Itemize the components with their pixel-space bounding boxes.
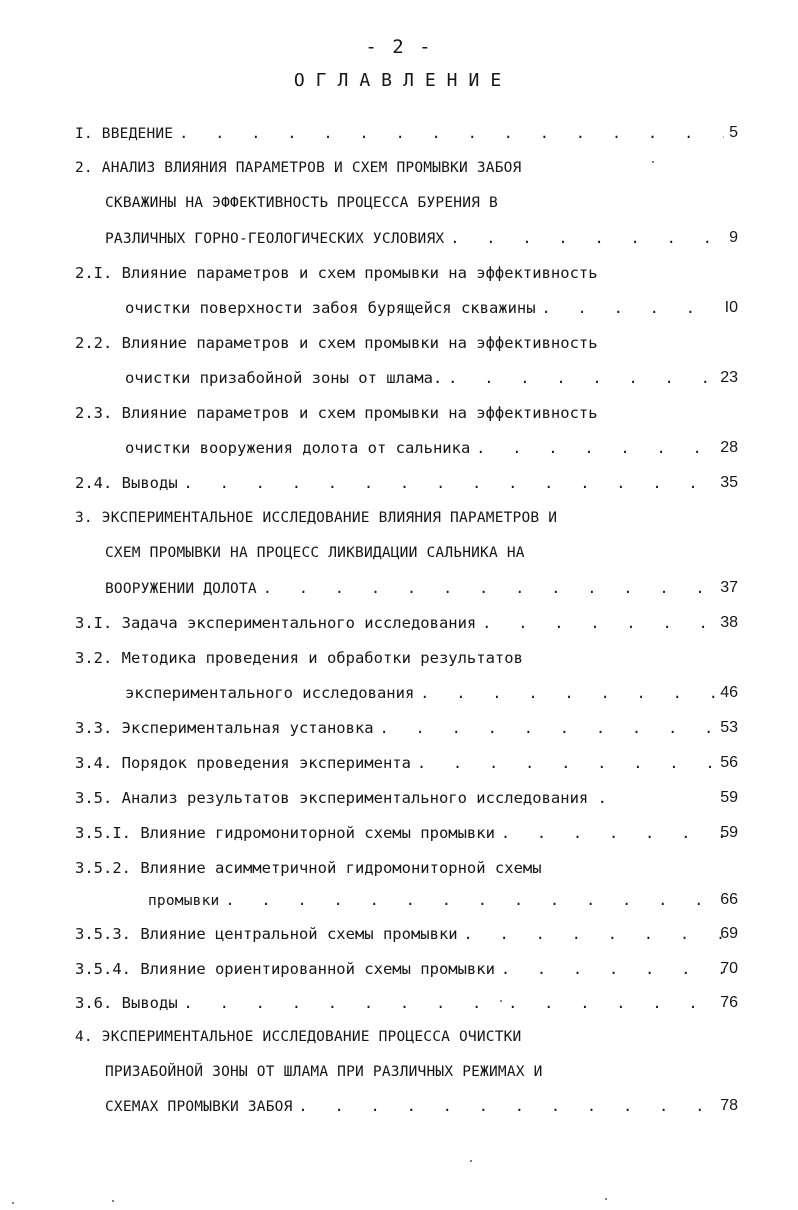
- leader-dots: [420, 681, 724, 705]
- toc-entry-text: СХЕМАХ ПРОМЫВКИ ЗАБОЯ: [105, 1099, 293, 1115]
- toc-page-number: 5: [729, 124, 738, 141]
- leader-dots: [299, 1094, 724, 1118]
- leader-dots: [464, 922, 724, 946]
- toc-entry-3-5-2-line-2: [148, 888, 738, 912]
- leader-dots: [263, 576, 724, 600]
- toc-page-number: 53: [720, 719, 738, 736]
- toc-page-number: 38: [720, 614, 738, 631]
- toc-entry-2-line-1: 2. АНАЛИЗ ВЛИЯНИЯ ПАРАМЕТРОВ И СХЕМ ПРОМЫВКИ ЗАБОЯ: [75, 160, 522, 176]
- leader-dots: [450, 226, 724, 250]
- leader-dots: [448, 366, 724, 390]
- toc-entry-text: 3.3. Экспериментальная установка: [75, 719, 374, 737]
- toc-page-number: 28: [720, 439, 738, 456]
- toc-entry-text: 3.5.I. Влияние гидромониторной схемы промывки: [75, 824, 495, 842]
- scan-speck: [470, 1160, 472, 1162]
- toc-entry-3-5-3: [75, 922, 738, 946]
- toc-entry-3-5: 3.5. Анализ результатов экспериментального исследования .: [75, 789, 607, 807]
- toc-page-number: 9: [729, 229, 738, 246]
- toc-page-number: 59: [720, 824, 738, 841]
- toc-entry-3-4: [75, 751, 738, 775]
- toc-entry-text: экспериментального исследования: [125, 684, 415, 702]
- toc-page-number: 66: [720, 891, 738, 908]
- scan-speck: [605, 1198, 607, 1200]
- toc-entry-text: очистки призабойной зоны от шлама.: [125, 369, 443, 387]
- toc-entry-3-2-line-1: 3.2. Методика проведения и обработки результатов: [75, 649, 523, 667]
- toc-entry-text: 3.6. Выводы: [75, 994, 178, 1012]
- toc-page-number: 56: [720, 754, 738, 771]
- toc-entry-2-1-line-2: [125, 296, 738, 320]
- toc-entry-text: 2.4. Выводы: [75, 474, 178, 492]
- toc-page-number: 46: [720, 684, 738, 701]
- toc-entry-text: 3.4. Порядок проведения эксперимента: [75, 754, 411, 772]
- toc-page-number: 37: [720, 579, 738, 596]
- toc-entry-2-3-line-1: 2.3. Влияние параметров и схем промывки на эффективность: [75, 404, 598, 422]
- scan-speck: [652, 161, 654, 163]
- toc-entry-3-line-2: СХЕМ ПРОМЫВКИ НА ПРОЦЕСС ЛИКВИДАЦИИ САЛЬНИКА НА: [105, 545, 525, 561]
- scan-speck: [500, 1000, 502, 1002]
- toc-page-number: 23: [720, 369, 738, 386]
- toc-page-number: 76: [720, 994, 738, 1011]
- toc-entry-4-line-2: ПРИЗАБОЙНОЙ ЗОНЫ ОТ ШЛАМА ПРИ РАЗЛИЧНЫХ РЕЖИМАХ И: [105, 1064, 543, 1080]
- leader-dots: [184, 471, 724, 495]
- toc-entry-2-line-2: СКВАЖИНЫ НА ЭФФЕКТИВНОСТЬ ПРОЦЕССА БУРЕНИЯ В: [105, 195, 498, 211]
- toc-entry-text: очистки вооружения долота от сальника: [125, 439, 471, 457]
- toc-entry-text: ВООРУЖЕНИИ ДОЛОТА: [105, 581, 257, 597]
- toc-entry-text: РАЗЛИЧНЫХ ГОРНО-ГЕОЛОГИЧЕСКИХ УСЛОВИЯХ: [105, 231, 445, 247]
- toc-entry-4-line-1: 4. ЭКСПЕРИМЕНТАЛЬНОЕ ИССЛЕДОВАНИЕ ПРОЦЕССА ОЧИСТКИ: [75, 1029, 522, 1045]
- toc-page-number: 69: [720, 925, 738, 942]
- toc-entry-2-2-line-1: 2.2. Влияние параметров и схем промывки на эффективность: [75, 334, 598, 352]
- toc-entry-3-5-2-line-1: 3.5.2. Влияние асимметричной гидромониторной схемы: [75, 859, 542, 877]
- toc-entry-4-line-3: [105, 1094, 738, 1118]
- toc-page-number: 59: [720, 789, 738, 806]
- toc-entry-3-6: [75, 991, 738, 1015]
- toc-page-number: 70: [720, 960, 738, 977]
- leader-dots: [179, 121, 724, 145]
- toc-entry-text: 3.5.4. Влияние ориентированной схемы промывки: [75, 960, 495, 978]
- toc-entry-text: 3.I. Задача экспериментального исследования: [75, 614, 477, 632]
- toc-page-number: I0: [724, 299, 738, 316]
- scan-speck: [12, 1202, 14, 1204]
- leader-dots: [184, 991, 724, 1015]
- toc-page-number: 35: [720, 474, 738, 491]
- leader-dots: [225, 888, 724, 912]
- toc-entry-2-3-line-2: [125, 436, 738, 460]
- page-number: - 2 -: [365, 36, 433, 58]
- scan-speck: [112, 1200, 114, 1202]
- toc-heading: ОГЛАВЛЕНИЕ: [293, 70, 513, 91]
- toc-entry-3-line-3: [105, 576, 738, 600]
- toc-page-number: 78: [720, 1097, 738, 1114]
- leader-dots: [476, 436, 724, 460]
- toc-entry-2-1-line-1: 2.I. Влияние параметров и схем промывки на эффективность: [75, 264, 598, 282]
- toc-entry-3-3: [75, 716, 738, 740]
- toc-entry-3-line-1: 3. ЭКСПЕРИМЕНТАЛЬНОЕ ИССЛЕДОВАНИЕ ВЛИЯНИЯ ПАРАМЕТРОВ И: [75, 510, 558, 526]
- toc-entry-2-2-line-2: [125, 366, 738, 390]
- toc-entry-1: [75, 121, 738, 145]
- leader-dots: [380, 716, 724, 740]
- toc-entry-text: 3.5.3. Влияние центральной схемы промывки: [75, 925, 458, 943]
- toc-entry-2-4: [75, 471, 738, 495]
- toc-entry-2-line-3: [105, 226, 738, 250]
- toc-entry-3-5-4: [75, 957, 738, 981]
- toc-entry-text: промывки: [148, 893, 220, 909]
- toc-entry-text: очистки поверхности забоя бурящейся скважины: [125, 299, 536, 317]
- toc-entry-3-5-1: [75, 821, 738, 845]
- toc-entry-3-1: [75, 611, 738, 635]
- toc-entry-text: I. ВВЕДЕНИЕ: [75, 126, 174, 142]
- leader-dots: [417, 751, 724, 775]
- toc-entry-3-2-line-2: [125, 681, 738, 705]
